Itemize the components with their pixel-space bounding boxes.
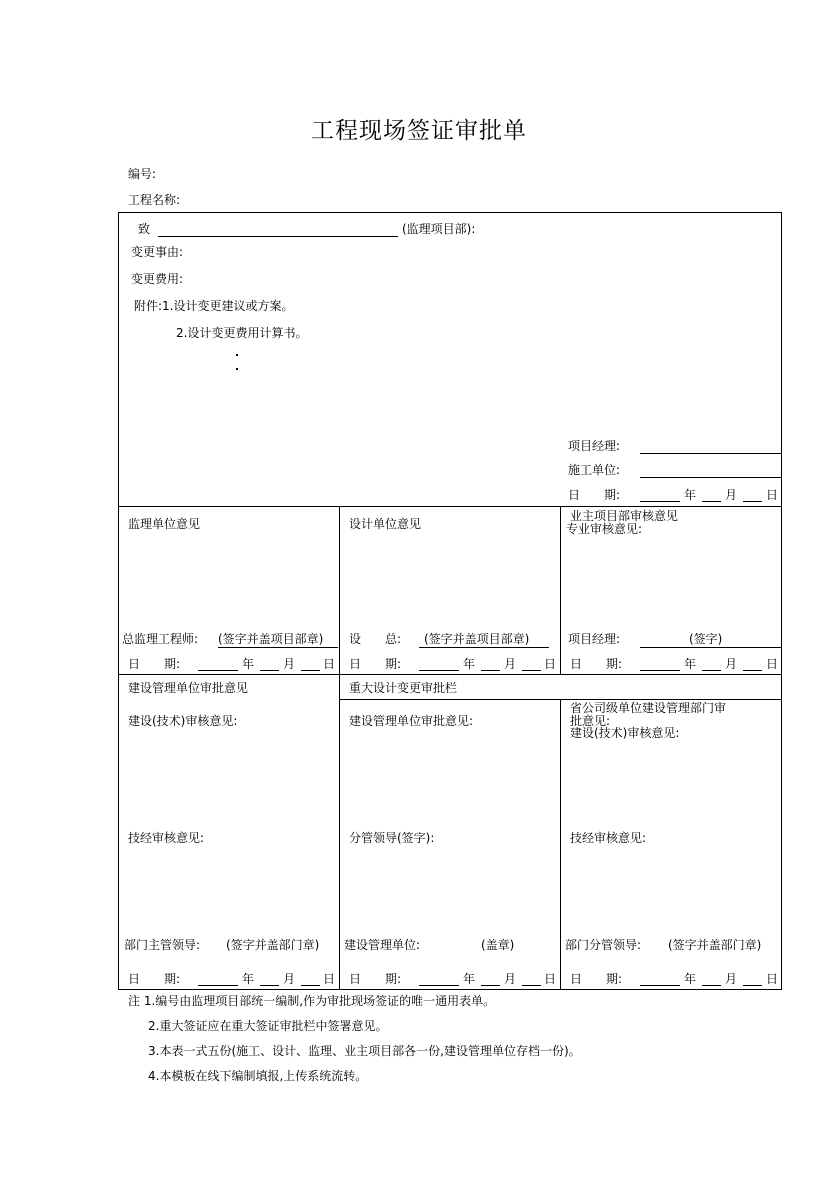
month-label: 月 xyxy=(283,657,296,671)
month-label: 月 xyxy=(725,488,738,502)
year-label: 年 xyxy=(684,488,697,502)
day-label: 日 xyxy=(766,972,779,986)
provincial-econ-review: 技经审核意见: xyxy=(570,831,647,845)
month-line[interactable] xyxy=(702,985,721,986)
year-line[interactable] xyxy=(640,985,680,986)
mgmt-opinion-label: 建设管理单位审批意见: xyxy=(349,714,474,728)
date-label: 日 期: xyxy=(349,657,402,671)
ellipsis-dot xyxy=(236,354,238,356)
month-line[interactable] xyxy=(481,670,500,671)
note-3: 3.本表一式五份(施工、设计、监理、业主项目部各一份,建设管理单位存档一份)。 xyxy=(148,1044,581,1058)
provincial-title-2: 批意见: xyxy=(570,714,611,728)
row-divider xyxy=(118,674,782,675)
ellipsis-dot xyxy=(236,368,238,370)
month-line[interactable] xyxy=(702,670,721,671)
month-line[interactable] xyxy=(260,985,279,986)
design-sign-line[interactable] xyxy=(419,647,549,648)
year-line[interactable] xyxy=(640,670,680,671)
month-line[interactable] xyxy=(481,985,500,986)
supervision-title: 监理单位意见 xyxy=(128,517,201,531)
leader-sign-label: 分管领导(签字): xyxy=(349,831,435,845)
design-sign-label: 设 总: xyxy=(349,632,402,646)
provincial-title-1: 省公司级单位建设管理部门审 xyxy=(570,701,727,715)
day-label: 日 xyxy=(323,972,336,986)
date-label: 日 期: xyxy=(349,972,402,986)
attachment-1: 附件:1.设计变更建议或方案。 xyxy=(134,299,294,313)
day-label: 日 xyxy=(766,657,779,671)
mgmt-unit-note: (盖章) xyxy=(481,938,515,952)
change-reason-label: 变更事由: xyxy=(131,245,184,259)
note-1: 注 1.编号由监理项目部统一编制,作为审批现场签证的唯一通用表单。 xyxy=(128,994,496,1008)
major-change-title: 重大设计变更审批栏 xyxy=(349,681,458,695)
day-label: 日 xyxy=(766,488,779,502)
to-recipient-line[interactable] xyxy=(158,236,398,237)
day-line[interactable] xyxy=(522,985,541,986)
year-line[interactable] xyxy=(640,501,680,502)
month-label: 月 xyxy=(725,972,738,986)
number-label: 编号: xyxy=(128,167,157,181)
month-line[interactable] xyxy=(702,501,721,502)
col-divider xyxy=(560,699,561,989)
year-label: 年 xyxy=(684,972,697,986)
year-line[interactable] xyxy=(419,670,459,671)
year-label: 年 xyxy=(463,972,476,986)
note-2: 2.重大签证应在重大签证审批栏中签署意见。 xyxy=(148,1019,388,1033)
day-line[interactable] xyxy=(301,985,320,986)
col-divider xyxy=(560,506,561,674)
econ-review-label: 技经审核意见: xyxy=(128,831,205,845)
project-name-label: 工程名称: xyxy=(128,193,181,207)
design-sign-note: (签字并盖项目部章) xyxy=(424,632,530,646)
date-label: 日 期: xyxy=(128,972,181,986)
project-manager-line[interactable] xyxy=(640,453,781,454)
day-line[interactable] xyxy=(743,985,762,986)
table-border-top xyxy=(118,212,782,213)
tech-review-label: 建设(技术)审核意见: xyxy=(128,714,238,728)
supervision-sign-line[interactable] xyxy=(218,647,338,648)
table-border-bottom xyxy=(118,989,782,990)
provincial-tech-review: 建设(技术)审核意见: xyxy=(570,726,680,740)
table-border-right xyxy=(781,212,782,989)
date-label: 日 期: xyxy=(570,657,623,671)
owner-title: 业主项目部审核意见 xyxy=(570,509,679,523)
construction-unit-line[interactable] xyxy=(640,477,781,478)
year-label: 年 xyxy=(242,657,255,671)
design-title: 设计单位意见 xyxy=(349,517,422,531)
day-label: 日 xyxy=(544,972,557,986)
day-label: 日 xyxy=(544,657,557,671)
to-prefix: 致 xyxy=(138,222,151,236)
row-divider xyxy=(118,506,782,507)
year-label: 年 xyxy=(684,657,697,671)
to-suffix: (监理项目部): xyxy=(402,222,476,236)
owner-subtitle: 专业审核意见: xyxy=(566,522,643,536)
year-line[interactable] xyxy=(198,670,238,671)
table-border-left xyxy=(118,212,119,989)
month-label: 月 xyxy=(504,657,517,671)
date-label: 日 期: xyxy=(570,972,623,986)
month-label: 月 xyxy=(725,657,738,671)
owner-sign-note: (签字) xyxy=(689,632,723,646)
col-divider xyxy=(339,674,340,989)
day-line[interactable] xyxy=(301,670,320,671)
day-line[interactable] xyxy=(743,501,762,502)
day-line[interactable] xyxy=(743,670,762,671)
attachment-2: 2.设计变更费用计算书。 xyxy=(176,326,308,340)
page-title: 工程现场签证审批单 xyxy=(311,118,527,144)
col-divider xyxy=(339,506,340,674)
supervision-sign-label: 总监理工程师: xyxy=(122,632,199,646)
supervision-sign-note: (签字并盖项目部章) xyxy=(218,632,324,646)
date-label: 日 期: xyxy=(128,657,181,671)
month-label: 月 xyxy=(504,972,517,986)
provincial-leader-note: (签字并盖部门章) xyxy=(668,938,762,952)
project-manager-label: 项目经理: xyxy=(568,439,621,453)
date-label: 日 期: xyxy=(568,488,621,502)
year-label: 年 xyxy=(242,972,255,986)
month-line[interactable] xyxy=(260,670,279,671)
mgmt-unit-label: 建设管理单位: xyxy=(344,938,421,952)
dept-leader-note: (签字并盖部门章) xyxy=(226,938,320,952)
owner-sign-line[interactable] xyxy=(640,647,781,648)
owner-sign-label: 项目经理: xyxy=(568,632,621,646)
construction-mgmt-title: 建设管理单位审批意见 xyxy=(128,681,249,695)
construction-unit-label: 施工单位: xyxy=(568,463,621,477)
note-4: 4.本模板在线下编制填报,上传系统流转。 xyxy=(148,1069,368,1083)
change-cost-label: 变更费用: xyxy=(131,272,184,286)
year-label: 年 xyxy=(463,657,476,671)
day-label: 日 xyxy=(323,657,336,671)
year-line[interactable] xyxy=(419,985,459,986)
month-label: 月 xyxy=(283,972,296,986)
day-line[interactable] xyxy=(522,670,541,671)
provincial-leader-label: 部门分管领导: xyxy=(565,938,642,952)
year-line[interactable] xyxy=(198,985,238,986)
dept-leader-label: 部门主管领导: xyxy=(124,938,201,952)
